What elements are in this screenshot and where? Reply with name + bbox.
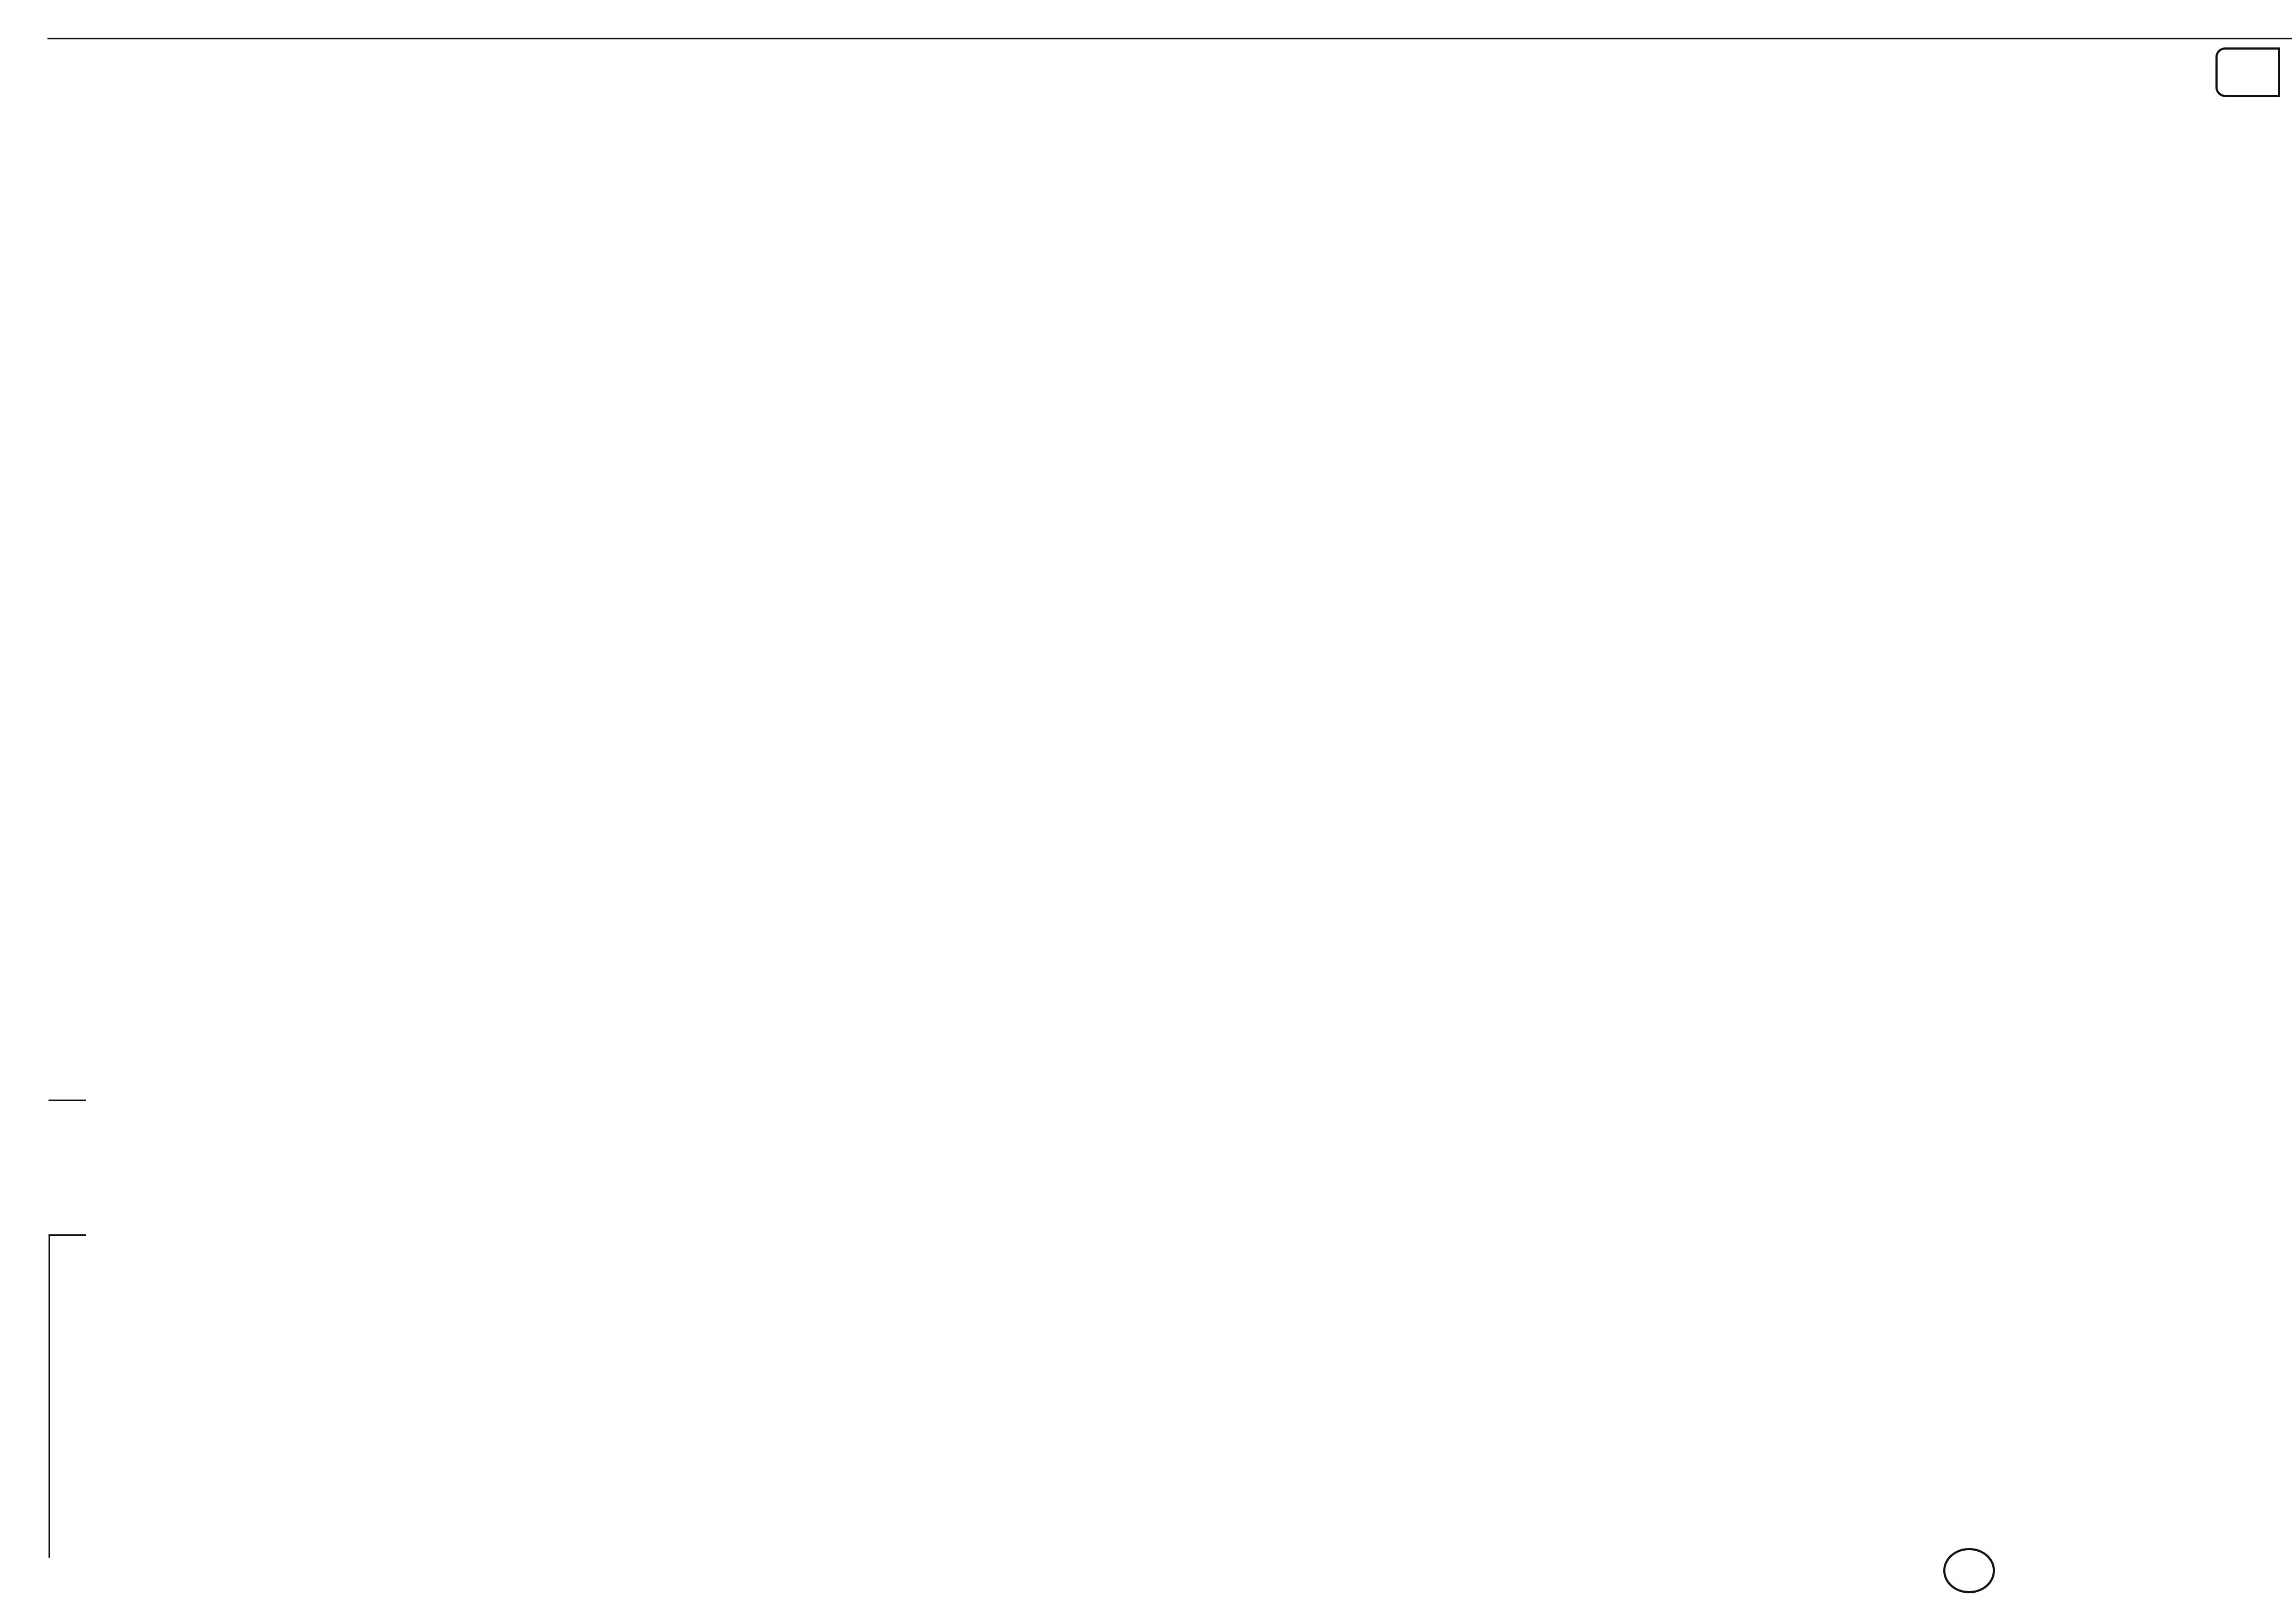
header-plant-code <box>1480 108 1671 269</box>
header-type <box>1129 100 1315 278</box>
header-price <box>1865 102 2003 275</box>
header-unit-code <box>1403 162 1479 278</box>
header-unit-name <box>1317 162 1403 278</box>
corner-sheet-number <box>2215 47 2280 97</box>
header-position <box>89 94 197 283</box>
footer-page <box>1943 1548 1995 1593</box>
header-name-line1 <box>197 132 1127 175</box>
header-quantity <box>2003 102 2110 275</box>
header-equipment-code <box>1671 108 1865 269</box>
header-unit <box>1317 97 1479 156</box>
header-name-line2 <box>197 186 1127 229</box>
header-mass <box>2110 102 2245 275</box>
